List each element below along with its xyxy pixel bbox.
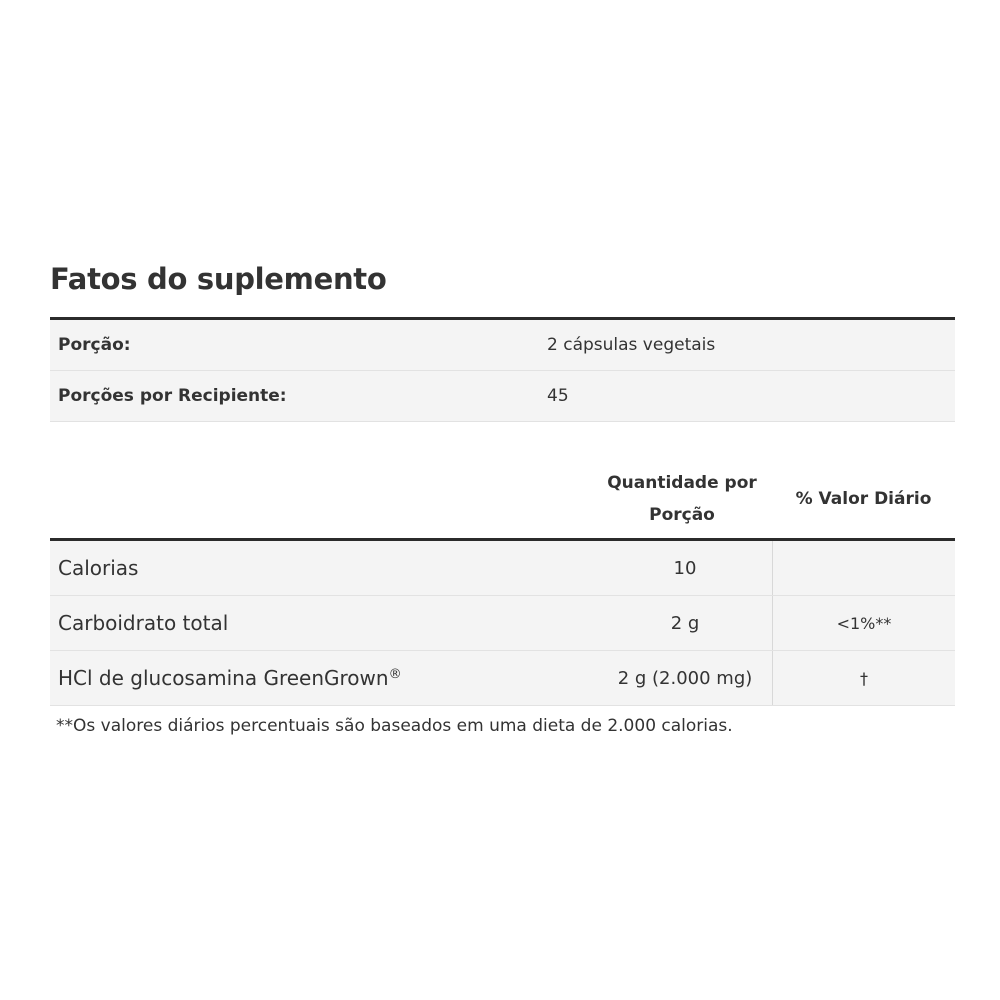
nutrient-amount: 10: [598, 541, 773, 595]
serving-size-label: Porção:: [58, 335, 131, 355]
nutrient-name-cell: [50, 651, 598, 705]
servings-per-container-value: 45: [547, 386, 569, 406]
page-title: Fatos do suplemento: [50, 262, 387, 296]
nutrient-daily-value: [773, 541, 955, 595]
nutrient-name: Carboidrato total: [58, 611, 229, 635]
table-row: [50, 541, 955, 596]
nutrients-table-header: [50, 460, 955, 538]
nutrient-name: HCl de glucosamina GreenGrown: [58, 666, 389, 690]
nutrient-name: Calorias: [58, 556, 139, 580]
footnote: **Os valores diários percentuais são baseados em uma dieta de 2.000 calorias.: [56, 716, 733, 736]
nutrient-daily-value: †: [860, 668, 868, 688]
table-row: [50, 596, 955, 651]
amount-per-serving-header: [598, 467, 766, 531]
servings-per-container-label: Porções por Recipiente:: [58, 386, 287, 406]
registered-mark: ®: [388, 666, 402, 682]
servings-per-container-row: [50, 371, 955, 422]
table-row: [50, 651, 955, 706]
serving-info-table: [50, 317, 955, 422]
nutrient-daily-value: <1%**: [836, 613, 892, 633]
serving-size-row: [50, 320, 955, 371]
amount-header-line-2: Porção: [649, 505, 715, 525]
nutrient-amount: 2 g: [598, 596, 773, 650]
nutrients-table: [50, 538, 955, 706]
nutrient-amount: 2 g (2.000 mg): [598, 651, 773, 705]
serving-size-value: 2 cápsulas vegetais: [547, 335, 716, 355]
daily-value-header: % Valor Diário: [795, 489, 932, 509]
amount-header-line-1: Quantidade por: [607, 473, 757, 493]
